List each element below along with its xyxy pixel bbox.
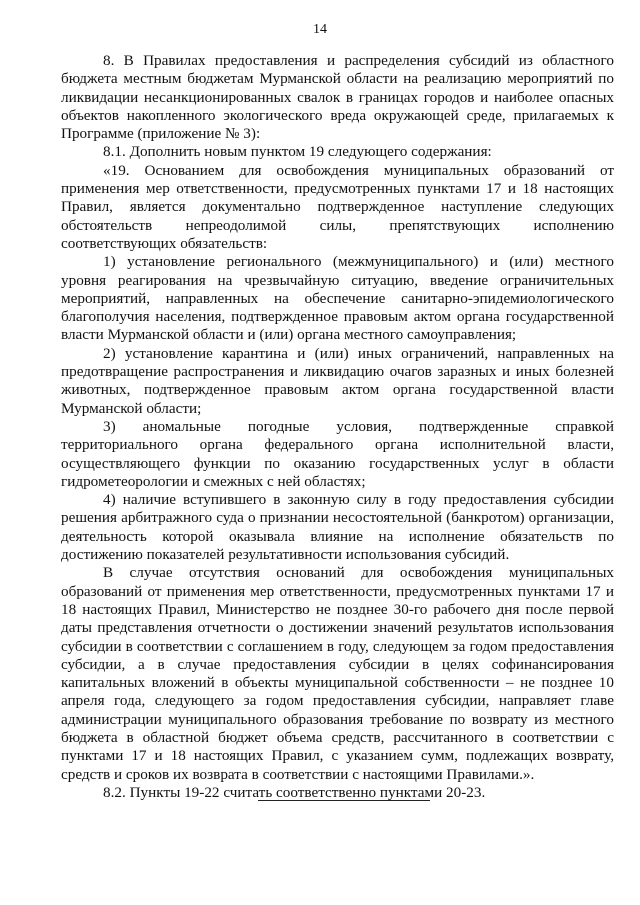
list-item-3: 3) аномальные погодные условия, подтвержденные справкой территориального органа федерального органа исполнительной власти, осуществляющего функции по оказанию государственных услуг в области гидрометеорологии и смежных с ней областях; — [61, 417, 614, 490]
end-separator-line — [258, 800, 430, 801]
paragraph-item-8: 8. В Правилах предоставления и распределения субсидий из областного бюджета местным бюджетам Мурманской области на реализацию мероприятий по ликвидации несанкционированных свалок в границах городов и наиболее опасных объектов накопленного экологического вреда окружающей среде, прилагаемых к Программе (приложение № 3): — [61, 52, 614, 143]
list-item-2: 2) установление карантина и (или) иных ограничений, направленных на предотвращение распространения и ликвидацию очагов заразных и иных болезней животных, подтвержденное правовым актом органа государственной власти Мурманской области; — [61, 344, 614, 417]
list-item-4: 4) наличие вступившего в законную силу в году предоставления субсидии решения арбитражного суда о признании несостоятельной (банкротом) организации, деятельность которой оказывала влияние на исполнение обязательств по достижению показателей результативности использования субсидий. — [61, 491, 614, 564]
page-number: 14 — [313, 22, 327, 37]
paragraph-item-8-2: 8.2. Пункты 19-22 считать соответственно пунктами 20-23. — [103, 783, 486, 801]
paragraph-item-19: «19. Основанием для освобождения муниципальных образований от применения мер ответственности, предусмотренных пунктами 17 и 18 настоящих Правил, является документально подтвержденное наступление следующих обстоятельств непреодолимой силы, препятствующих исполнению соответствующих обязательств: — [61, 161, 614, 252]
document-body — [61, 52, 614, 802]
list-item-1: 1) установление регионального (межмуниципального) и (или) местного уровня реагирования на чрезвычайную ситуацию, введение ограничительных мероприятий, направленных на обеспечение санитарно-эпидемиологического благополучия населения, подтвержденное правовым актом органа государственной власти Мурманской области и (или) органа местного самоуправления; — [61, 253, 614, 344]
paragraph-item-8-1: 8.1. Дополнить новым пунктом 19 следующего содержания: — [103, 143, 492, 161]
paragraph-refund-requirement: В случае отсутствия оснований для освобождения муниципальных образований от применения мер ответственности, предусмотренных пунктами 17 и 18 настоящих Правил, Министерство не позднее 30-го рабочего дня после первой даты представления отчетности о достижении значений результатов использования субсидии в соответствии с соглашением в году, следующем за годом предоставления субсидии, а в случае предоставления субсидии в целях софинансирования капитальных вложений в объекты муниципальной собственности – не позднее 10 апреля года, следующего за годом предоставления субсидии, направляет главе администрации муниципального образования требование по возврату из местного бюджета в областной бюджет объема средств, рассчитанного в соответствии с пунктами 17 и 18 настоящих Правил, с указанием сумм, подлежащих возврату, средств и сроков их возврата в соответствии с настоящими Правилами.». — [61, 564, 614, 783]
